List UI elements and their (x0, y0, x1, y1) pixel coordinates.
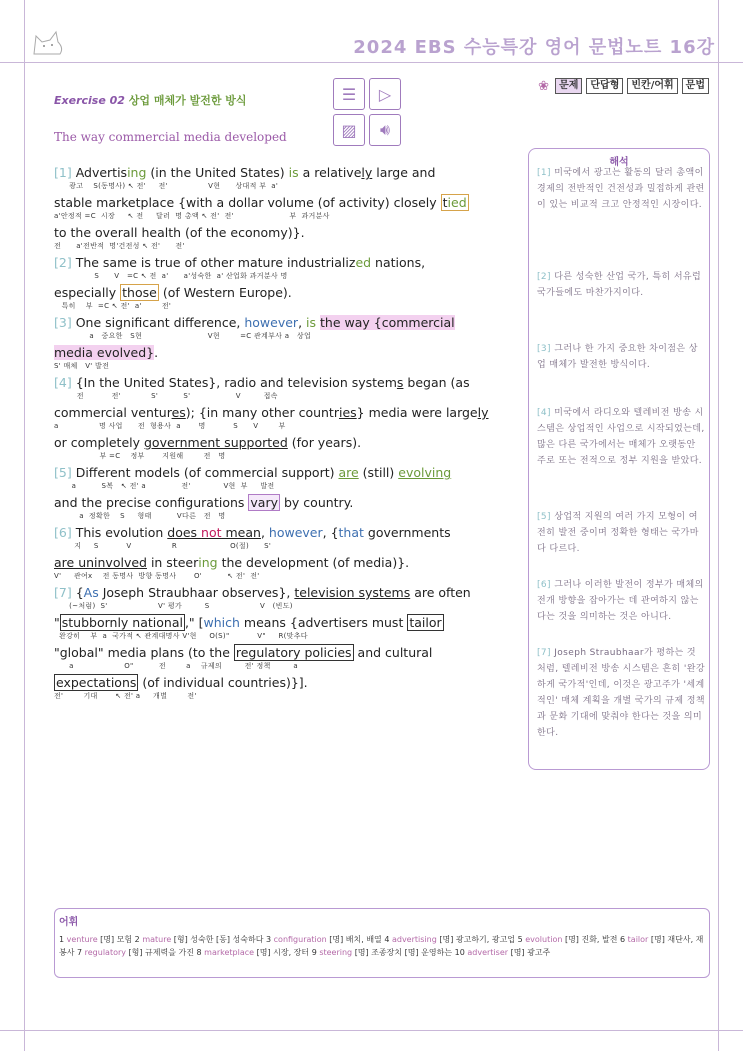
passage-line: or completely government supported (for years). (54, 435, 362, 450)
translation-text: 다른 성숙한 산업 국가, 특히 서유럽 국가들에도 마찬가지이다. (537, 272, 702, 298)
vocab-entry: 10 advertiser [명] 광고주 (454, 948, 551, 957)
translation-text: 미국에서 라디오와 텔레비전 방송 시스템은 상업적인 사업으로 시작되었는데, 많은 다른 국가에서는 매체가 오랫동안 주로 또는 전적으로 정부 지원을 받았다. (537, 408, 705, 466)
vocabulary-title: 어휘 (59, 917, 79, 928)
grammar-gloss: 전' 기대 ↖ 전' a 개별 전' (54, 692, 197, 700)
speaker-icon[interactable]: 🔊︎ (369, 114, 401, 146)
translation-text: 그러나 이러한 발전이 정부가 매체의 전개 방향을 잡아가는 데 관여하지 않는다는 것을 의미하는 것은 아니다. (537, 580, 704, 622)
passage-line: [5] Different models (of commercial support) are (still) evolving (54, 465, 452, 480)
image-icon[interactable]: ▨ (333, 114, 365, 146)
vocab-entry: 4 advertising [명] 광고하기, 광고업 (384, 935, 518, 944)
translation-item (537, 509, 705, 557)
passage-line: [6] This evolution does not mean, however, {that governments (54, 525, 451, 540)
passage-line: [3] One significant difference, however, is the way {commercial (54, 315, 455, 330)
media-icons (333, 78, 403, 148)
passage-line: especially those (of Western Europe). (54, 285, 292, 300)
grammar-gloss: 전 a'전반적 명'건전성 ↖ 전' 전' (54, 242, 185, 250)
vocab-entry: 1 venture [명] 모험 (59, 935, 135, 944)
grammar-gloss: S' 매체 V' 발전 (54, 362, 110, 370)
cat-logo-icon (30, 28, 66, 58)
passage-line: media evolved}. (54, 345, 159, 360)
exercise-subtitle: The way commercial media developed (54, 130, 287, 144)
passage-line: stable marketplace {with a dollar volume (of activity) closely tied (54, 195, 467, 210)
translation-text: Joseph Straubhaar가 평하는 것처럼, 텔레비전 방송 시스템은 흔히 '완강하게 국가적'인데, 이것은 광고주가 '세계적인' 매체 계획을 개별 국가의 규제 정책과 문화 기대에 맞춰야 한다는 것을 의미한다. (537, 648, 705, 738)
nav-short-answer-button[interactable]: 단답형 (586, 78, 623, 94)
translation-item (537, 341, 705, 373)
grammar-gloss: S V =C ↖ 전 a' a'성숙한 a' 산업화 과거분사 명 (54, 272, 288, 280)
vocabulary-box (54, 908, 710, 978)
grammar-gloss: 광고 S(동명사) ↖ 전' 전' V현 상대적 부 a' (54, 182, 279, 190)
frame-left-rule (24, 0, 25, 1051)
grammar-gloss: V' 관여x 전 동명사 방향 동명사 O' ↖ 전' 전' (54, 572, 260, 580)
grammar-gloss: a 정확한 S 형태 V다른 전 명 (54, 512, 226, 520)
grammar-gloss: a 중요한 S현 V현 =C 관계부사 a 상업 (54, 332, 312, 340)
frame-bottom-rule (0, 1030, 743, 1031)
grammar-gloss: a 명 사업 전 형용사 a 명 S V 부 (54, 422, 286, 430)
grammar-gloss: a S복 ↖ 전' a 전' V현 부 발전 (54, 482, 275, 490)
passage-line: "global" media plans (to the regulatory policies and cultural (54, 645, 433, 660)
vocab-entry: 3 configuration [명] 배치, 배열 (266, 935, 385, 944)
frame-top-rule (0, 62, 743, 63)
vocab-entry: 7 regulatory [형] 규제력을 가진 (77, 948, 197, 957)
grammar-gloss: a O" 전 a 규제의 전' 정책 a (54, 662, 298, 670)
translation-number: [2] (537, 272, 555, 282)
translation-title: 해석 (609, 157, 629, 168)
translation-number: [7] (537, 648, 555, 658)
exercise-title (54, 92, 247, 108)
vocab-entry: 2 mature [형] 성숙한 [동] 성숙하다 (134, 935, 267, 944)
grammar-gloss: 전 전' S' S' V 접속 (54, 392, 278, 400)
translation-text: 미국에서 광고는 활동의 달러 총액이 경제의 전반적인 건전성과 밀접하게 관련이 있는 비교적 크고 안정적인 시장이다. (537, 168, 705, 210)
passage-line: are uninvolved in steering the development (of media)}. (54, 555, 410, 570)
passage-line: [1] Advertising (in the United States) is a relatively large and (54, 165, 436, 180)
vocabulary-list (59, 933, 705, 959)
passage-line: expectations (of individual countries)}]. (56, 675, 308, 690)
grammar-gloss: (~처럼) S' V' 평가 S V (빈도) (54, 602, 293, 610)
document-icon[interactable]: ☰ (333, 78, 365, 110)
translation-number: [5] (537, 512, 555, 522)
passage-line: to the overall health (of the economy)}. (54, 225, 305, 240)
passage (54, 164, 524, 704)
translation-number: [1] (537, 168, 555, 178)
frame-right-rule (718, 0, 719, 1051)
translation-number: [6] (537, 580, 555, 590)
exercise-label: Exercise 02 (54, 94, 125, 107)
passage-line: [7] {As Joseph Straubhaar observes}, television systems are often (54, 585, 471, 600)
vocab-entry: 5 evolution [명] 진화, 발전 (517, 935, 621, 944)
grammar-gloss: 특히 부 =C ↖ 전' a' 전' (54, 302, 172, 310)
passage-line: commercial ventures); {in many other countries} media were largely (54, 405, 489, 420)
passage-line: " stubbornly national ," [which means {advertisers must tailor (54, 615, 442, 630)
translation-item (537, 577, 705, 625)
grammar-gloss: 완강히 부 a 국가적 ↖ 관계대명사 V'현 O(S)" V" R(맞추다 (54, 632, 308, 640)
translation-text: 그러나 한 가지 중요한 차이점은 상업 매체가 발전한 방식이다. (537, 344, 698, 370)
vocab-entry: 8 marketplace [명] 시장, 장터 (196, 948, 312, 957)
passage-line: [4] {In the United States}, radio and television systems began (as (54, 375, 470, 390)
grammar-gloss: a'안정적 =C 시장 ↖ 전 달러 명 총액 ↖ 전' 전' 부 과거분사 (54, 212, 330, 220)
vocab-entry: 9 steering [명] 조종장치 [명] 운영하는 (311, 948, 455, 957)
translation-number: [4] (537, 408, 555, 418)
vocab-entry: 6 tailor [명] 재단사, 재봉사 (59, 935, 704, 957)
exercise-heading: 상업 매체가 발전한 방식 (128, 94, 247, 107)
nav-problem-button[interactable]: 문제 (555, 78, 582, 94)
translation-item (537, 165, 705, 213)
play-icon[interactable]: ▷ (369, 78, 401, 110)
grammar-gloss: 부 =C 정부 지원해 전 명 (54, 452, 226, 460)
nav-buttons (538, 78, 709, 94)
translation-item (537, 405, 705, 469)
translation-item (537, 269, 705, 301)
page-title: 2024 EBS 수능특강 영어 문법노트 16강 (353, 37, 715, 58)
grammar-gloss: 지 S V R O(절) S' (54, 542, 272, 550)
paw-icon: ❀ (538, 78, 550, 94)
translation-item (537, 645, 705, 741)
passage-line: [2] The same is true of other mature industrialized nations, (54, 255, 426, 270)
translation-text: 상업적 지원의 여러 가지 모형이 여전히 발전 중이며 정확한 형태는 국가마다 다르다. (537, 512, 699, 554)
nav-blank-vocab-button[interactable]: 빈칸/어휘 (627, 78, 677, 94)
translation-panel (528, 148, 710, 770)
passage-line: and the precise configurations vary by country. (54, 495, 354, 510)
nav-grammar-button[interactable]: 문법 (682, 78, 709, 94)
translation-number: [3] (537, 344, 555, 354)
